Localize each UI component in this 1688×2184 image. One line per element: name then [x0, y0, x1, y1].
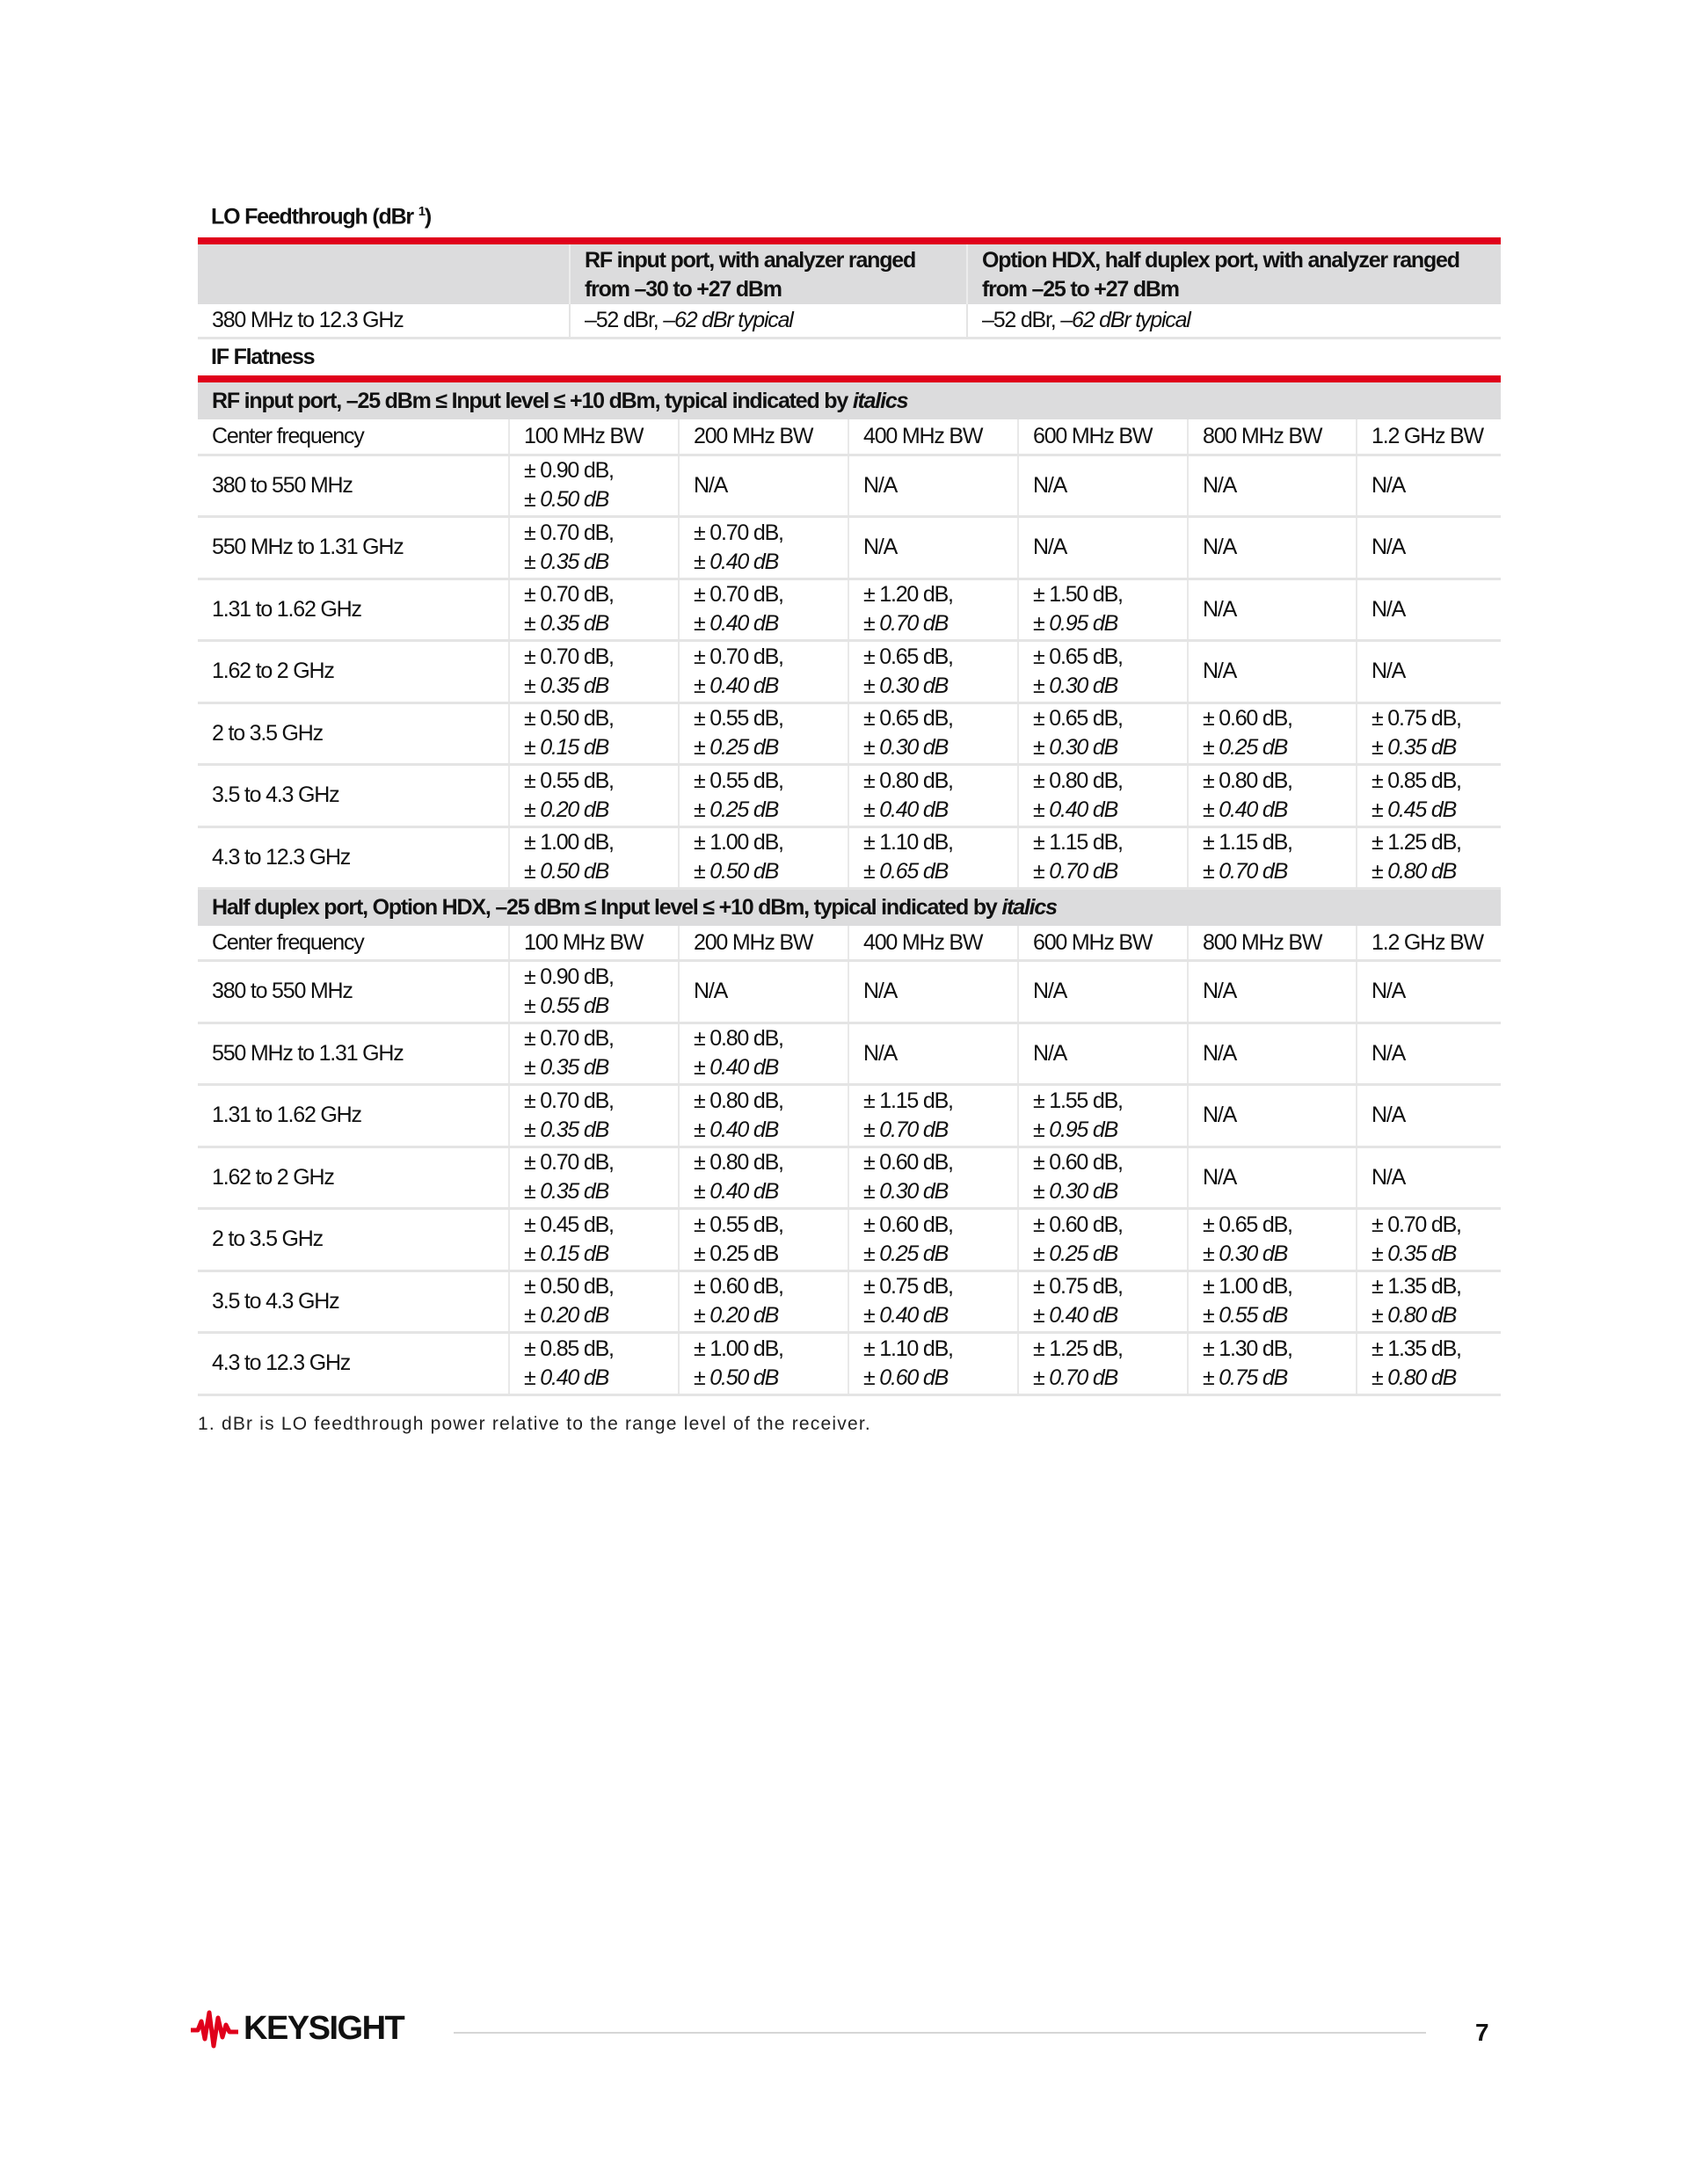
value-cell	[679, 641, 848, 703]
red-divider	[198, 237, 1501, 244]
typical-value: ± 0.95 dB	[1033, 611, 1118, 637]
spec-value: ± 1.35 dB,	[1372, 1336, 1461, 1361]
na-cell: N/A	[1018, 1023, 1188, 1085]
typical-value: ± 0.50 dB	[694, 859, 779, 885]
typical-value: ± 0.35 dB	[524, 673, 609, 698]
typical-value: ± 0.25 dB	[694, 735, 779, 761]
if-flatness-title: IF Flatness	[211, 345, 315, 369]
spec-value: ± 0.75 dB,	[1033, 1274, 1123, 1299]
frequency-cell: 1.62 to 2 GHz	[198, 641, 509, 703]
column-header-row	[198, 926, 1501, 961]
spec-value: ± 1.25 dB,	[1033, 1336, 1123, 1361]
typical-value: ± 0.40 dB	[1203, 797, 1288, 822]
typical-value: ± 0.30 dB	[863, 1179, 949, 1205]
section-title	[198, 382, 1501, 419]
table-row	[198, 517, 1501, 579]
na-cell: N/A	[848, 1023, 1018, 1085]
typical-value: ± 0.75 dB	[1203, 1365, 1288, 1390]
section-header-row	[198, 889, 1501, 926]
value-cell	[848, 579, 1018, 641]
typical-value: ± 0.50 dB	[524, 487, 609, 513]
typical-value: ± 0.15 dB	[524, 1241, 609, 1266]
title-text: LO Feedthrough (dBr	[211, 204, 418, 229]
page-number: 7	[1475, 2019, 1488, 2046]
column-header: 1.2 GHz BW	[1357, 926, 1501, 961]
spec-value: ± 1.20 dB,	[863, 582, 953, 608]
typical-value: ± 0.35 dB	[524, 611, 609, 637]
spec-value: ± 0.80 dB,	[694, 1026, 783, 1052]
spec-value: ± 0.55 dB,	[694, 768, 783, 793]
spec-value: ± 1.15 dB,	[1033, 830, 1123, 855]
typical-value: ± 0.55 dB	[524, 993, 609, 1018]
column-header: 200 MHz BW	[679, 926, 848, 961]
spec-value: ± 0.55 dB,	[694, 1212, 783, 1237]
typical-value: ± 0.80 dB	[1372, 1303, 1457, 1329]
spec-value: ± 1.00 dB,	[694, 1336, 783, 1361]
typical-value: ± 0.50 dB	[524, 859, 609, 885]
na-cell: N/A	[1188, 641, 1357, 703]
typical-value: ± 0.95 dB	[1033, 1117, 1118, 1142]
value-cell	[679, 826, 848, 889]
typical-value: ± 0.30 dB	[863, 735, 949, 761]
na-cell: N/A	[1188, 1147, 1357, 1209]
na-cell: N/A	[679, 961, 848, 1023]
table-header-row	[198, 244, 1501, 304]
table-row	[198, 1023, 1501, 1085]
typical-value: ± 0.20 dB	[524, 797, 609, 822]
value-cell	[509, 1270, 679, 1333]
if-flatness-table	[198, 382, 1501, 1396]
frequency-cell: 380 to 550 MHz	[198, 961, 509, 1023]
value-cell	[1188, 826, 1357, 889]
typical-value: ± 0.15 dB	[524, 735, 609, 761]
spec-value: ± 0.90 dB,	[524, 964, 614, 989]
keysight-wave-icon	[189, 2007, 240, 2049]
column-header: 200 MHz BW	[679, 419, 848, 455]
table-row	[198, 826, 1501, 889]
column-header: 400 MHz BW	[848, 926, 1018, 961]
value-cell	[848, 826, 1018, 889]
red-divider	[198, 375, 1501, 382]
column-header: 1.2 GHz BW	[1357, 419, 1501, 455]
typical-value: ± 0.30 dB	[1203, 1241, 1288, 1266]
table-row	[198, 1085, 1501, 1147]
value-cell	[1018, 1333, 1188, 1395]
value-cell	[1018, 1270, 1188, 1333]
value-cell	[1357, 1270, 1501, 1333]
spec-value: ± 0.70 dB,	[694, 582, 783, 608]
value-cell	[848, 765, 1018, 827]
spec-value: ± 0.65 dB,	[1033, 644, 1123, 669]
spec-value: ± 0.60 dB,	[863, 1212, 953, 1237]
value-cell	[848, 703, 1018, 765]
spec-value: ± 0.80 dB,	[694, 1150, 783, 1176]
spec-value: –52 dBr,	[585, 308, 664, 333]
typical-value: ± 0.40 dB	[1033, 1303, 1118, 1329]
column-header: 600 MHz BW	[1018, 419, 1188, 455]
spec-value: ± 1.25 dB,	[1372, 830, 1461, 855]
frequency-cell: 3.5 to 4.3 GHz	[198, 1270, 509, 1333]
spec-value: ± 0.70 dB,	[1372, 1212, 1461, 1237]
frequency-cell: 4.3 to 12.3 GHz	[198, 1333, 509, 1395]
na-cell: N/A	[848, 455, 1018, 517]
typical-value: ± 0.30 dB	[1033, 673, 1118, 698]
section-title-text: Half duplex port, Option HDX, –25 dBm ≤ Input level ≤ +10 dBm, typical indicated by	[212, 895, 1002, 921]
column-header: Center frequency	[198, 926, 509, 961]
value-cell	[509, 1333, 679, 1395]
na-cell: N/A	[1018, 517, 1188, 579]
value-cell	[1018, 765, 1188, 827]
section-title-italic: italics	[1001, 895, 1057, 921]
typical-value: ± 0.55 dB	[1203, 1303, 1288, 1329]
spec-value: ± 0.70 dB,	[694, 520, 783, 545]
value-cell	[1018, 641, 1188, 703]
spec-value: ± 0.65 dB,	[1203, 1212, 1292, 1237]
value-cell	[1018, 1147, 1188, 1209]
spec-value: ± 0.80 dB,	[863, 768, 953, 793]
table-row	[198, 765, 1501, 827]
spec-value: ± 0.90 dB,	[524, 458, 614, 484]
spec-value: ± 1.35 dB,	[1372, 1274, 1461, 1299]
na-cell: N/A	[1357, 517, 1501, 579]
typical-value: ± 0.40 dB	[694, 673, 779, 698]
typical-value: ± 0.30 dB	[1033, 735, 1118, 761]
spec-value: ± 0.65 dB,	[863, 644, 953, 669]
logo-text: KEYSIGHT	[244, 2009, 404, 2047]
typical-value: ± 0.60 dB	[863, 1365, 949, 1390]
frequency-cell: 1.31 to 1.62 GHz	[198, 1085, 509, 1147]
na-cell: N/A	[679, 455, 848, 517]
frequency-cell: 1.31 to 1.62 GHz	[198, 579, 509, 641]
header-cell: RF input port, with analyzer ranged from –30 to +27 dBm	[570, 244, 967, 304]
table-row	[198, 304, 1501, 338]
na-cell: N/A	[1357, 961, 1501, 1023]
spec-value: –52 dBr,	[982, 308, 1061, 333]
value-cell	[509, 641, 679, 703]
spec-value: ± 0.75 dB,	[1372, 706, 1461, 732]
section-title-text: RF input port, –25 dBm ≤ Input level ≤ +10 dBm, typical indicated by	[212, 389, 853, 413]
value-cell	[509, 1023, 679, 1085]
value-cell	[1357, 826, 1501, 889]
na-cell: N/A	[1188, 961, 1357, 1023]
spec-value: ± 0.70 dB,	[524, 582, 614, 608]
na-cell: N/A	[1357, 579, 1501, 641]
spec-value: ± 0.50 dB,	[524, 1274, 614, 1299]
na-cell: N/A	[1188, 1085, 1357, 1147]
value-cell	[679, 1209, 848, 1271]
na-cell: N/A	[848, 961, 1018, 1023]
typical-value: ± 0.80 dB	[1372, 1365, 1457, 1390]
frequency-cell: 380 MHz to 12.3 GHz	[198, 304, 570, 338]
na-cell: N/A	[1188, 1023, 1357, 1085]
typical-value: ± 0.80 dB	[1372, 859, 1457, 885]
column-header: Center frequency	[198, 419, 509, 455]
value-cell	[1018, 703, 1188, 765]
value-cell	[1188, 1333, 1357, 1395]
spec-value: ± 0.70 dB,	[694, 644, 783, 669]
value-cell	[1018, 1085, 1188, 1147]
typical-value: –62 dBr typical	[1060, 308, 1190, 333]
frequency-cell: 3.5 to 4.3 GHz	[198, 765, 509, 827]
spec-value: ± 0.60 dB,	[863, 1150, 953, 1176]
na-cell: N/A	[1018, 455, 1188, 517]
na-cell: N/A	[1357, 641, 1501, 703]
typical-value: ± 0.25 dB	[1033, 1241, 1118, 1266]
na-cell: N/A	[1188, 455, 1357, 517]
typical-value: ± 0.40 dB	[694, 1117, 779, 1142]
typical-value: ± 0.25 dB	[863, 1241, 949, 1266]
frequency-cell: 550 MHz to 1.31 GHz	[198, 517, 509, 579]
value-cell	[679, 1085, 848, 1147]
value-cell	[1188, 703, 1357, 765]
spec-value: ± 1.00 dB,	[524, 830, 614, 855]
value-cell	[679, 703, 848, 765]
frequency-cell: 380 to 550 MHz	[198, 455, 509, 517]
spec-value: ± 0.45 dB,	[524, 1212, 614, 1237]
value-cell	[509, 579, 679, 641]
footnote-ref: 1	[418, 204, 425, 219]
spec-value: ± 0.70 dB,	[524, 1026, 614, 1052]
typical-value: ± 0.35 dB	[524, 1179, 609, 1205]
title-end: )	[424, 204, 431, 229]
typical-value: ± 0.70 dB	[1203, 859, 1288, 885]
column-header: 400 MHz BW	[848, 419, 1018, 455]
spec-value: ± 0.50 dB,	[524, 706, 614, 732]
value-cell	[679, 1270, 848, 1333]
spec-value: ± 1.10 dB,	[863, 830, 953, 855]
section-header-row	[198, 382, 1501, 419]
spec-value: ± 0.85 dB,	[524, 1336, 614, 1361]
typical-value: ± 0.70 dB	[863, 1117, 949, 1142]
frequency-cell: 2 to 3.5 GHz	[198, 703, 509, 765]
spec-value: ± 1.30 dB,	[1203, 1336, 1292, 1361]
typical-value: ± 0.35 dB	[1372, 1241, 1457, 1266]
section-title-italic: italics	[852, 389, 908, 413]
spec-value: ± 0.70 dB,	[524, 1088, 614, 1113]
spec-value: ± 0.55 dB,	[524, 768, 614, 793]
value-cell	[679, 517, 848, 579]
value-cell	[679, 1147, 848, 1209]
value-cell	[848, 1270, 1018, 1333]
value-cell	[509, 765, 679, 827]
na-cell: N/A	[1357, 1023, 1501, 1085]
value-cell	[1188, 1209, 1357, 1271]
spec-value: ± 0.60 dB,	[1033, 1150, 1123, 1176]
table-row	[198, 1333, 1501, 1395]
na-cell: N/A	[1357, 455, 1501, 517]
value-cell	[848, 1085, 1018, 1147]
value-cell	[848, 1147, 1018, 1209]
keysight-logo	[189, 2007, 404, 2049]
spec-value: ± 0.80 dB,	[1033, 768, 1123, 793]
value-cell	[509, 517, 679, 579]
typical-value: ± 0.25 dB	[1203, 735, 1288, 761]
typical-value: ± 0.40 dB	[694, 611, 779, 637]
header-cell: Option HDX, half duplex port, with analyzer ranged from –25 to +27 dBm	[967, 244, 1501, 304]
spec-value: ± 1.50 dB,	[1033, 582, 1123, 608]
table-row	[198, 1209, 1501, 1271]
spec-value: ± 1.00 dB,	[1203, 1274, 1292, 1299]
spec-value: ± 1.15 dB,	[1203, 830, 1292, 855]
value-cell	[679, 1023, 848, 1085]
typical-value: –62 dBr typical	[663, 308, 793, 333]
na-cell: N/A	[1188, 579, 1357, 641]
value-cell	[1188, 765, 1357, 827]
spec-value: ± 0.65 dB,	[863, 706, 953, 732]
value-cell	[1018, 1209, 1188, 1271]
column-header: 800 MHz BW	[1188, 926, 1357, 961]
spec-value: ± 0.65 dB,	[1033, 706, 1123, 732]
value-cell	[509, 1147, 679, 1209]
typical-value: ± 0.35 dB	[524, 1117, 609, 1142]
value-cell	[509, 455, 679, 517]
value-cell	[679, 1333, 848, 1395]
value-cell	[1357, 765, 1501, 827]
frequency-cell: 4.3 to 12.3 GHz	[198, 826, 509, 889]
typical-value: ± 0.40 dB	[524, 1365, 609, 1390]
value-cell	[1188, 1270, 1357, 1333]
typical-value: ± 0.45 dB	[1372, 797, 1457, 822]
na-cell: N/A	[1357, 1147, 1501, 1209]
table-row	[198, 579, 1501, 641]
spec-value: ± 0.55 dB,	[694, 706, 783, 732]
spec-value: ± 0.60 dB,	[694, 1274, 783, 1299]
value-cell	[1357, 1209, 1501, 1271]
typical-value: ± 0.40 dB	[694, 549, 779, 574]
typical-value: ± 0.50 dB	[694, 1365, 779, 1390]
spec-value: ± 0.70 dB,	[524, 644, 614, 669]
typical-value: ± 0.65 dB	[863, 859, 949, 885]
typical-value: ± 0.40 dB	[863, 797, 949, 822]
na-cell: N/A	[1188, 517, 1357, 579]
value-cell	[509, 703, 679, 765]
header-cell	[198, 244, 570, 304]
value-cell	[848, 641, 1018, 703]
value-cell	[848, 1333, 1018, 1395]
na-cell: N/A	[1357, 1085, 1501, 1147]
spec-value: ± 1.10 dB,	[863, 1336, 953, 1361]
table-row	[198, 1147, 1501, 1209]
typical-value: ± 0.35 dB	[524, 549, 609, 574]
typical-value: ± 0.25 dB	[694, 1241, 779, 1266]
value-cell	[509, 1209, 679, 1271]
typical-value: ± 0.40 dB	[694, 1055, 779, 1081]
spec-value: ± 0.75 dB,	[863, 1274, 953, 1299]
spec-value: ± 0.60 dB,	[1033, 1212, 1123, 1237]
frequency-cell: 550 MHz to 1.31 GHz	[198, 1023, 509, 1085]
typical-value: ± 0.35 dB	[524, 1055, 609, 1081]
value-cell	[848, 1209, 1018, 1271]
typical-value: ± 0.20 dB	[524, 1303, 609, 1329]
typical-value: ± 0.20 dB	[694, 1303, 779, 1329]
spec-value: ± 1.00 dB,	[694, 830, 783, 855]
frequency-cell: 2 to 3.5 GHz	[198, 1209, 509, 1271]
value-cell	[570, 304, 967, 338]
spec-value: ± 0.70 dB,	[524, 1150, 614, 1176]
footnote: 1. dBr is LO feedthrough power relative to the range level of the receiver.	[198, 1414, 871, 1434]
table-row	[198, 703, 1501, 765]
typical-value: ± 0.35 dB	[1372, 735, 1457, 761]
value-cell	[1357, 703, 1501, 765]
lo-feedthrough-title	[211, 204, 431, 229]
typical-value: ± 0.40 dB	[694, 1179, 779, 1205]
typical-value: ± 0.40 dB	[863, 1303, 949, 1329]
spec-value: ± 1.55 dB,	[1033, 1088, 1123, 1113]
spec-value: ± 1.15 dB,	[863, 1088, 953, 1113]
column-header: 600 MHz BW	[1018, 926, 1188, 961]
spec-value: ± 0.80 dB,	[694, 1088, 783, 1113]
value-cell	[1357, 1333, 1501, 1395]
value-cell	[1018, 579, 1188, 641]
column-header: 100 MHz BW	[509, 419, 679, 455]
typical-value: ± 0.70 dB	[1033, 1365, 1118, 1390]
spec-value: ± 0.85 dB,	[1372, 768, 1461, 793]
table-row	[198, 455, 1501, 517]
column-header: 100 MHz BW	[509, 926, 679, 961]
typical-value: ± 0.40 dB	[1033, 797, 1118, 822]
value-cell	[509, 1085, 679, 1147]
column-header-row	[198, 419, 1501, 455]
footer-divider	[454, 2032, 1426, 2034]
value-cell	[679, 579, 848, 641]
typical-value: ± 0.70 dB	[863, 611, 949, 637]
spec-value: ± 0.80 dB,	[1203, 768, 1292, 793]
typical-value: ± 0.30 dB	[1033, 1179, 1118, 1205]
value-cell	[509, 826, 679, 889]
column-header: 800 MHz BW	[1188, 419, 1357, 455]
value-cell	[1018, 826, 1188, 889]
table-row	[198, 641, 1501, 703]
spec-value: ± 0.60 dB,	[1203, 706, 1292, 732]
section-title	[198, 889, 1501, 926]
na-cell: N/A	[848, 517, 1018, 579]
table-row	[198, 1270, 1501, 1333]
value-cell	[679, 765, 848, 827]
frequency-cell: 1.62 to 2 GHz	[198, 1147, 509, 1209]
table-row	[198, 961, 1501, 1023]
value-cell	[509, 961, 679, 1023]
typical-value: ± 0.70 dB	[1033, 859, 1118, 885]
typical-value: ± 0.25 dB	[694, 797, 779, 822]
na-cell: N/A	[1018, 961, 1188, 1023]
typical-value: ± 0.30 dB	[863, 673, 949, 698]
lo-feedthrough-table	[198, 244, 1501, 339]
value-cell	[967, 304, 1501, 338]
spec-value: ± 0.70 dB,	[524, 520, 614, 545]
